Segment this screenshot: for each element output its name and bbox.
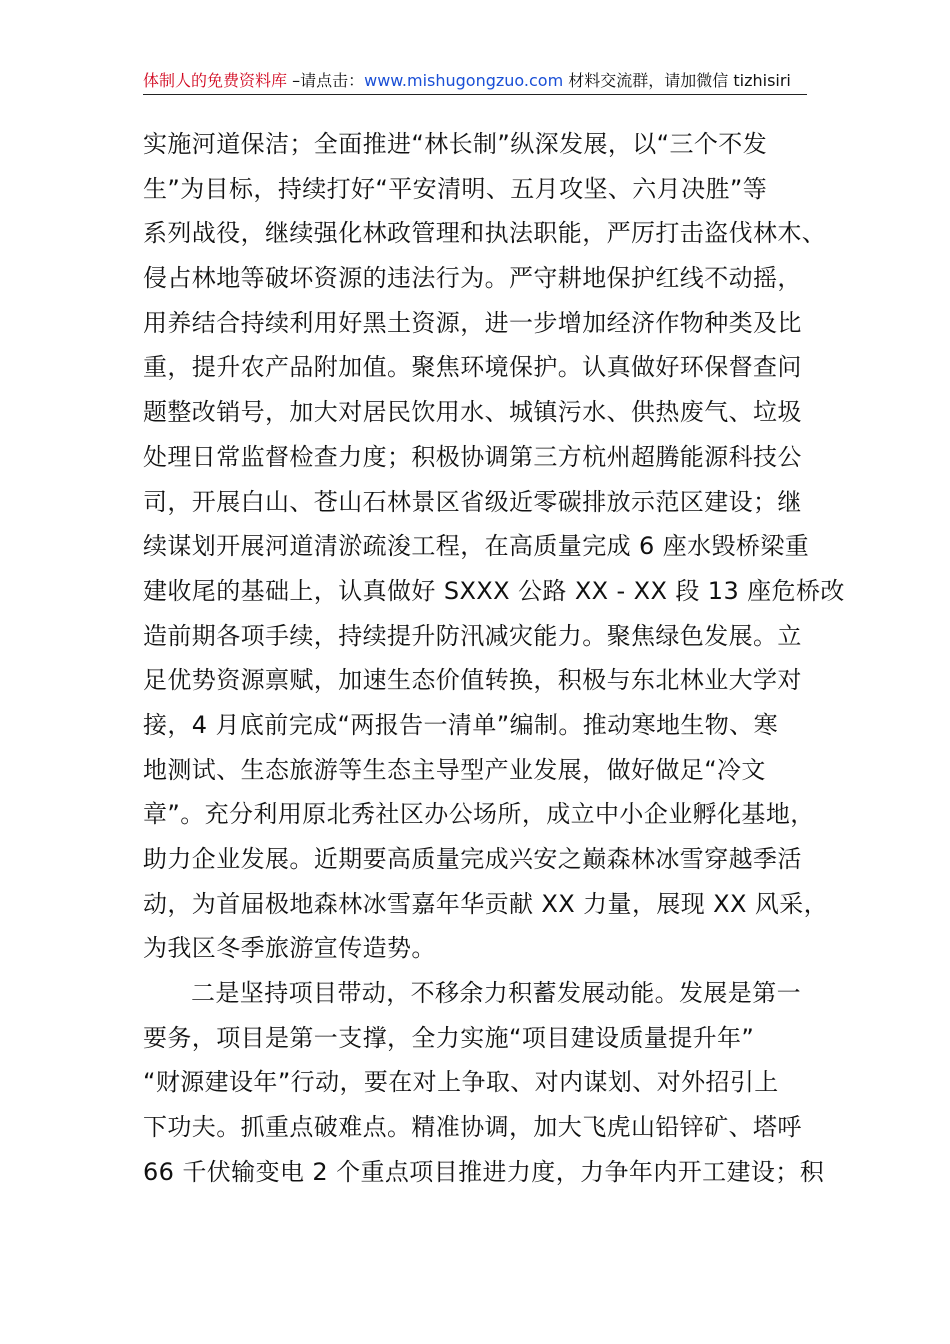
text-line: “财源建设年”行动，要在对上争取、对内谋划、对外招引上 xyxy=(143,1068,779,1097)
text-line: 足优势资源禀赋，加速生态价值转换，积极与东北林业大学对 xyxy=(143,666,802,695)
text-line: 司，开展白山、苍山石林景区省级近零碳排放示范区建设；继 xyxy=(143,487,802,516)
header-separator: –请点击： xyxy=(287,71,365,90)
text-line: 处理日常监督检查力度；积极协调第三方杭州超腾能源科技公 xyxy=(143,442,802,471)
text-line: 66 千伏输变电 2 个重点项目推进力度，力争年内开工建设；积 xyxy=(143,1157,825,1186)
text-line: 题整改销号，加大对居民饮用水、城镇污水、供热废气、垃圾 xyxy=(143,398,802,427)
paragraph-start-line: 二是坚持项目带动，不移余力积蓄发展动能。发展是第一 xyxy=(191,979,801,1008)
text-line: 动，为首届极地森林冰雪嘉年华贡献 XX 力量，展现 XX 风采， xyxy=(143,889,829,918)
text-line: 重，提升农产品附加值。聚焦环境保护。认真做好环保督查问 xyxy=(143,353,802,382)
header-brand: 体制人的免费资料库 xyxy=(143,71,288,90)
text-line: 助力企业发展。近期要高质量完成兴安之巅森林冰雪穿越季活 xyxy=(143,845,802,873)
text-line: 生”为目标，持续打好“平安清明、五月攻坚、六月决胜”等 xyxy=(143,174,768,203)
page-header xyxy=(143,70,807,95)
document-body xyxy=(143,122,845,1195)
text-line: 实施河道保洁；全面推进“林长制”纵深发展，以“三个不发 xyxy=(143,130,768,158)
text-line: 为我区冬季旅游宣传造势。 xyxy=(143,934,436,963)
text-line: 章”。充分利用原北秀社区办公场所，成立中小企业孵化基地， xyxy=(143,800,815,829)
text-line: 建收尾的基础上，认真做好 SXXX 公路 XX - XX 段 13 座危桥改 xyxy=(143,576,845,605)
text-line: 系列战役，继续强化林政管理和执法职能，严厉打击盗伐林木、 xyxy=(143,219,827,248)
text-line: 下功夫。抓重点破难点。精准协调，加大飞虎山铅锌矿、塔呼 xyxy=(143,1113,802,1142)
header-url-link[interactable]: www.mishugongzuo.com xyxy=(364,71,564,90)
header-tail-text: 材料交流群，请加微信 tizhisiri xyxy=(563,71,791,90)
text-line: 侵占林地等破坏资源的违法行为。严守耕地保护红线不动摇， xyxy=(143,264,802,293)
text-line: 续谋划开展河道清淤疏浚工程，在高质量完成 6 座水毁桥梁重 xyxy=(143,532,810,561)
text-line: 地测试、生态旅游等生态主导型产业发展，做好做足“冷文 xyxy=(143,755,766,784)
text-line: 造前期各项手续，持续提升防汛减灾能力。聚焦绿色发展。立 xyxy=(143,621,802,650)
text-line: 要务，项目是第一支撑，全力实施“项目建设质量提升年” xyxy=(143,1023,755,1052)
text-line: 接，4 月底前完成“两报告一清单”编制。推动寒地生物、寒 xyxy=(143,710,778,739)
text-line: 用养结合持续利用好黑土资源，进一步增加经济作物种类及比 xyxy=(143,308,802,337)
